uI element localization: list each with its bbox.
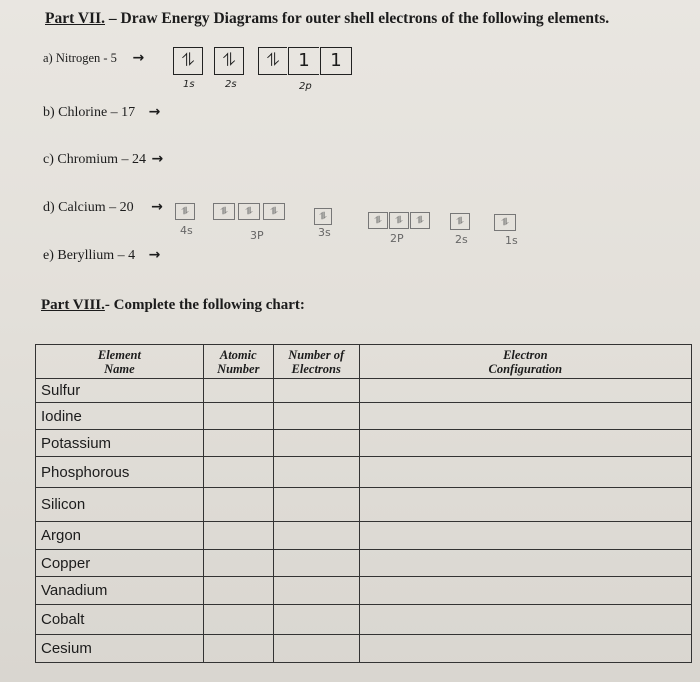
element-name-cell: Cesium	[36, 635, 204, 663]
element-name-cell: Iodine	[36, 403, 204, 430]
element-name-cell: Potassium	[36, 430, 204, 457]
hw-box-2p-2: ⥮	[389, 212, 409, 229]
question-calcium	[43, 199, 163, 216]
table-row	[36, 488, 692, 522]
hw-label-3s: 3s	[318, 226, 331, 239]
label-2s: 2s	[225, 79, 237, 90]
orbital-box-2p-3: 1	[320, 47, 352, 75]
hw-box-4s: ⥮	[175, 203, 195, 220]
atomic-number-cell[interactable]	[203, 430, 273, 457]
hw-label-4s: 4s	[180, 224, 193, 237]
element-name-cell: Argon	[36, 522, 204, 550]
atomic-number-cell[interactable]	[203, 457, 273, 488]
electrons-cell[interactable]	[273, 488, 359, 522]
question-text: d) Calcium – 20	[43, 200, 134, 215]
atomic-number-cell[interactable]	[203, 605, 273, 635]
element-name-cell: Vanadium	[36, 577, 204, 605]
configuration-cell[interactable]	[359, 379, 691, 403]
label-1s: 1s	[183, 79, 195, 90]
part8-title: - Complete the following chart:	[104, 297, 305, 313]
orbital-group-2p	[258, 47, 354, 73]
hw-box-3p-3: ⥮	[263, 203, 285, 220]
hw-box-1s: ⥮	[494, 214, 516, 231]
table-row	[36, 403, 692, 430]
question-text: c) Chromium – 24	[43, 152, 147, 167]
question-chromium	[43, 151, 163, 168]
hw-box-3p-2: ⥮	[238, 203, 260, 220]
element-name-cell: Cobalt	[36, 605, 204, 635]
table-row	[36, 430, 692, 457]
table-row	[36, 379, 692, 403]
electrons-cell[interactable]	[273, 430, 359, 457]
header-electron-configuration: Electron Configuration	[359, 345, 691, 379]
configuration-cell[interactable]	[359, 457, 691, 488]
part7-heading	[45, 10, 609, 28]
atomic-number-cell[interactable]	[203, 550, 273, 577]
configuration-cell[interactable]	[359, 635, 691, 663]
table-row	[36, 577, 692, 605]
question-chlorine	[43, 104, 160, 121]
hw-label-2s: 2s	[455, 233, 468, 246]
question-text: a) Nitrogen - 5	[43, 51, 117, 65]
atomic-number-cell[interactable]	[203, 577, 273, 605]
hw-label-3p: 3P	[250, 229, 264, 242]
table-row	[36, 457, 692, 488]
header-number-of-electrons: Number of Electrons	[273, 345, 359, 379]
part8-label: Part VIII.	[41, 297, 105, 313]
electrons-cell[interactable]	[273, 635, 359, 663]
electrons-cell[interactable]	[273, 457, 359, 488]
element-name-cell: Silicon	[36, 488, 204, 522]
arrow-right-icon: →	[148, 247, 161, 263]
question-text: b) Chlorine – 17	[43, 105, 136, 120]
element-name-cell: Sulfur	[36, 379, 204, 403]
hw-label-1s: 1s	[505, 234, 518, 247]
hw-box-2p-1: ⥮	[368, 212, 388, 229]
hw-box-2s: ⥮	[450, 213, 470, 230]
element-name-cell: Copper	[36, 550, 204, 577]
electrons-cell[interactable]	[273, 605, 359, 635]
hw-label-2p: 2P	[390, 232, 404, 245]
part8-heading	[41, 297, 305, 314]
arrow-right-icon: →	[148, 104, 161, 120]
arrow-right-icon: →	[132, 50, 145, 66]
table-row	[36, 635, 692, 663]
atomic-number-cell[interactable]	[203, 635, 273, 663]
table-row	[36, 605, 692, 635]
atomic-number-cell[interactable]	[203, 379, 273, 403]
part7-label: Part VII.	[45, 10, 105, 27]
chart-header-row	[36, 345, 692, 379]
electrons-cell[interactable]	[273, 522, 359, 550]
hw-box-2p-3: ⥮	[410, 212, 430, 229]
configuration-cell[interactable]	[359, 550, 691, 577]
label-2p: 2p	[299, 81, 312, 92]
configuration-cell[interactable]	[359, 577, 691, 605]
header-element-name: Element Name	[36, 345, 204, 379]
orbital-box-2p-2: 1	[288, 47, 319, 75]
table-row	[36, 522, 692, 550]
electrons-cell[interactable]	[273, 379, 359, 403]
arrow-right-icon: →	[151, 199, 163, 215]
electrons-cell[interactable]	[273, 550, 359, 577]
atomic-number-cell[interactable]	[203, 522, 273, 550]
configuration-cell[interactable]	[359, 403, 691, 430]
atomic-number-cell[interactable]	[203, 488, 273, 522]
element-name-cell: Phosphorous	[36, 457, 204, 488]
configuration-cell[interactable]	[359, 605, 691, 635]
part7-title: – Draw Energy Diagrams for outer shell electrons of the following elements.	[105, 10, 610, 27]
header-atomic-number: Atomic Number	[203, 345, 273, 379]
configuration-cell[interactable]	[359, 522, 691, 550]
configuration-cell[interactable]	[359, 430, 691, 457]
question-text: e) Beryllium – 4	[43, 248, 136, 263]
question-beryllium	[43, 247, 160, 264]
table-row	[36, 550, 692, 577]
configuration-cell[interactable]	[359, 488, 691, 522]
arrow-right-icon: →	[151, 151, 164, 167]
element-chart	[35, 344, 692, 663]
hw-box-3s: ⥮	[314, 208, 332, 225]
orbital-box-2p-1: ⥮	[258, 47, 287, 75]
orbital-box-1s: ⥮	[173, 47, 203, 75]
electrons-cell[interactable]	[273, 577, 359, 605]
orbital-box-2s: ⥮	[214, 47, 244, 75]
electrons-cell[interactable]	[273, 403, 359, 430]
hw-box-3p-1: ⥮	[213, 203, 235, 220]
question-nitrogen	[43, 50, 144, 67]
atomic-number-cell[interactable]	[203, 403, 273, 430]
